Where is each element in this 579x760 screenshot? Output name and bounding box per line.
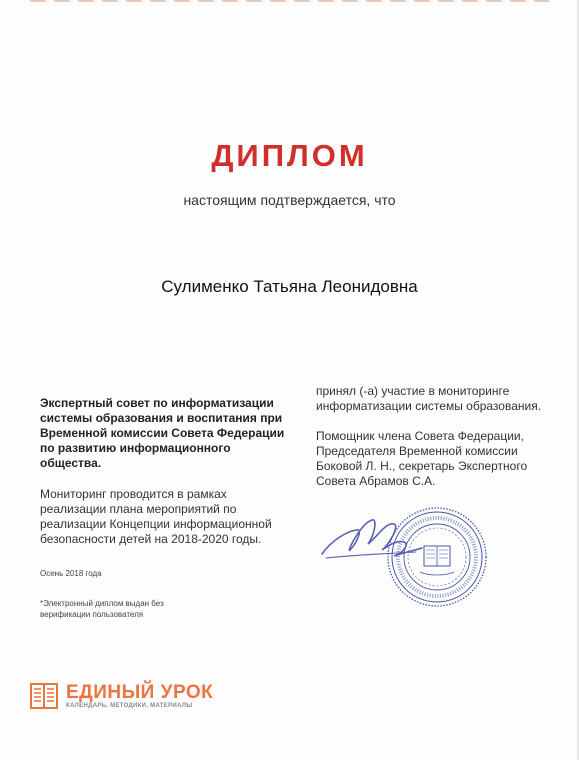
top-border-decoration: [30, 0, 549, 2]
signatories-text: Помощник члена Совета Федерации, Председателя Временной комиссии Боковой Л. Н., секретарь Экспертного Совета Абрамов С.А.: [316, 429, 528, 488]
participation-text: принял (-а) участие в мониторинге информатизации системы образования.: [316, 384, 542, 413]
monitoring-description: Мониторинг проводится в рамках реализации плана мероприятий по реализации Концепции информационной безопасности детей на 2018-2020 годы.: [40, 487, 272, 546]
diploma-subtitle: настоящим подтверждается, что: [183, 192, 396, 208]
issue-date: Осень 2018 года: [40, 569, 102, 578]
recipient-name: Сулименко Татьяна Леонидовна: [161, 277, 418, 296]
official-seal: [386, 506, 488, 608]
left-column: [40, 396, 290, 547]
organization-text: Экспертный совет по информатизации системы образования и воспитания при Временной комиссии Совета Федерации по развитию информационного общества.: [40, 396, 285, 470]
diploma-title: ДИПЛОМ: [211, 138, 368, 173]
book-icon: [30, 682, 58, 710]
right-column: [316, 384, 556, 489]
logo-name: ЕДИНЫЙ УРОК: [66, 682, 214, 703]
logo: [30, 682, 230, 712]
verification-note: *Электронный диплом выдан без верификации пользователя: [40, 599, 164, 619]
logo-tagline: КАЛЕНДАРЬ, МЕТОДИКИ, МАТЕРИАЛЫ: [66, 703, 193, 709]
